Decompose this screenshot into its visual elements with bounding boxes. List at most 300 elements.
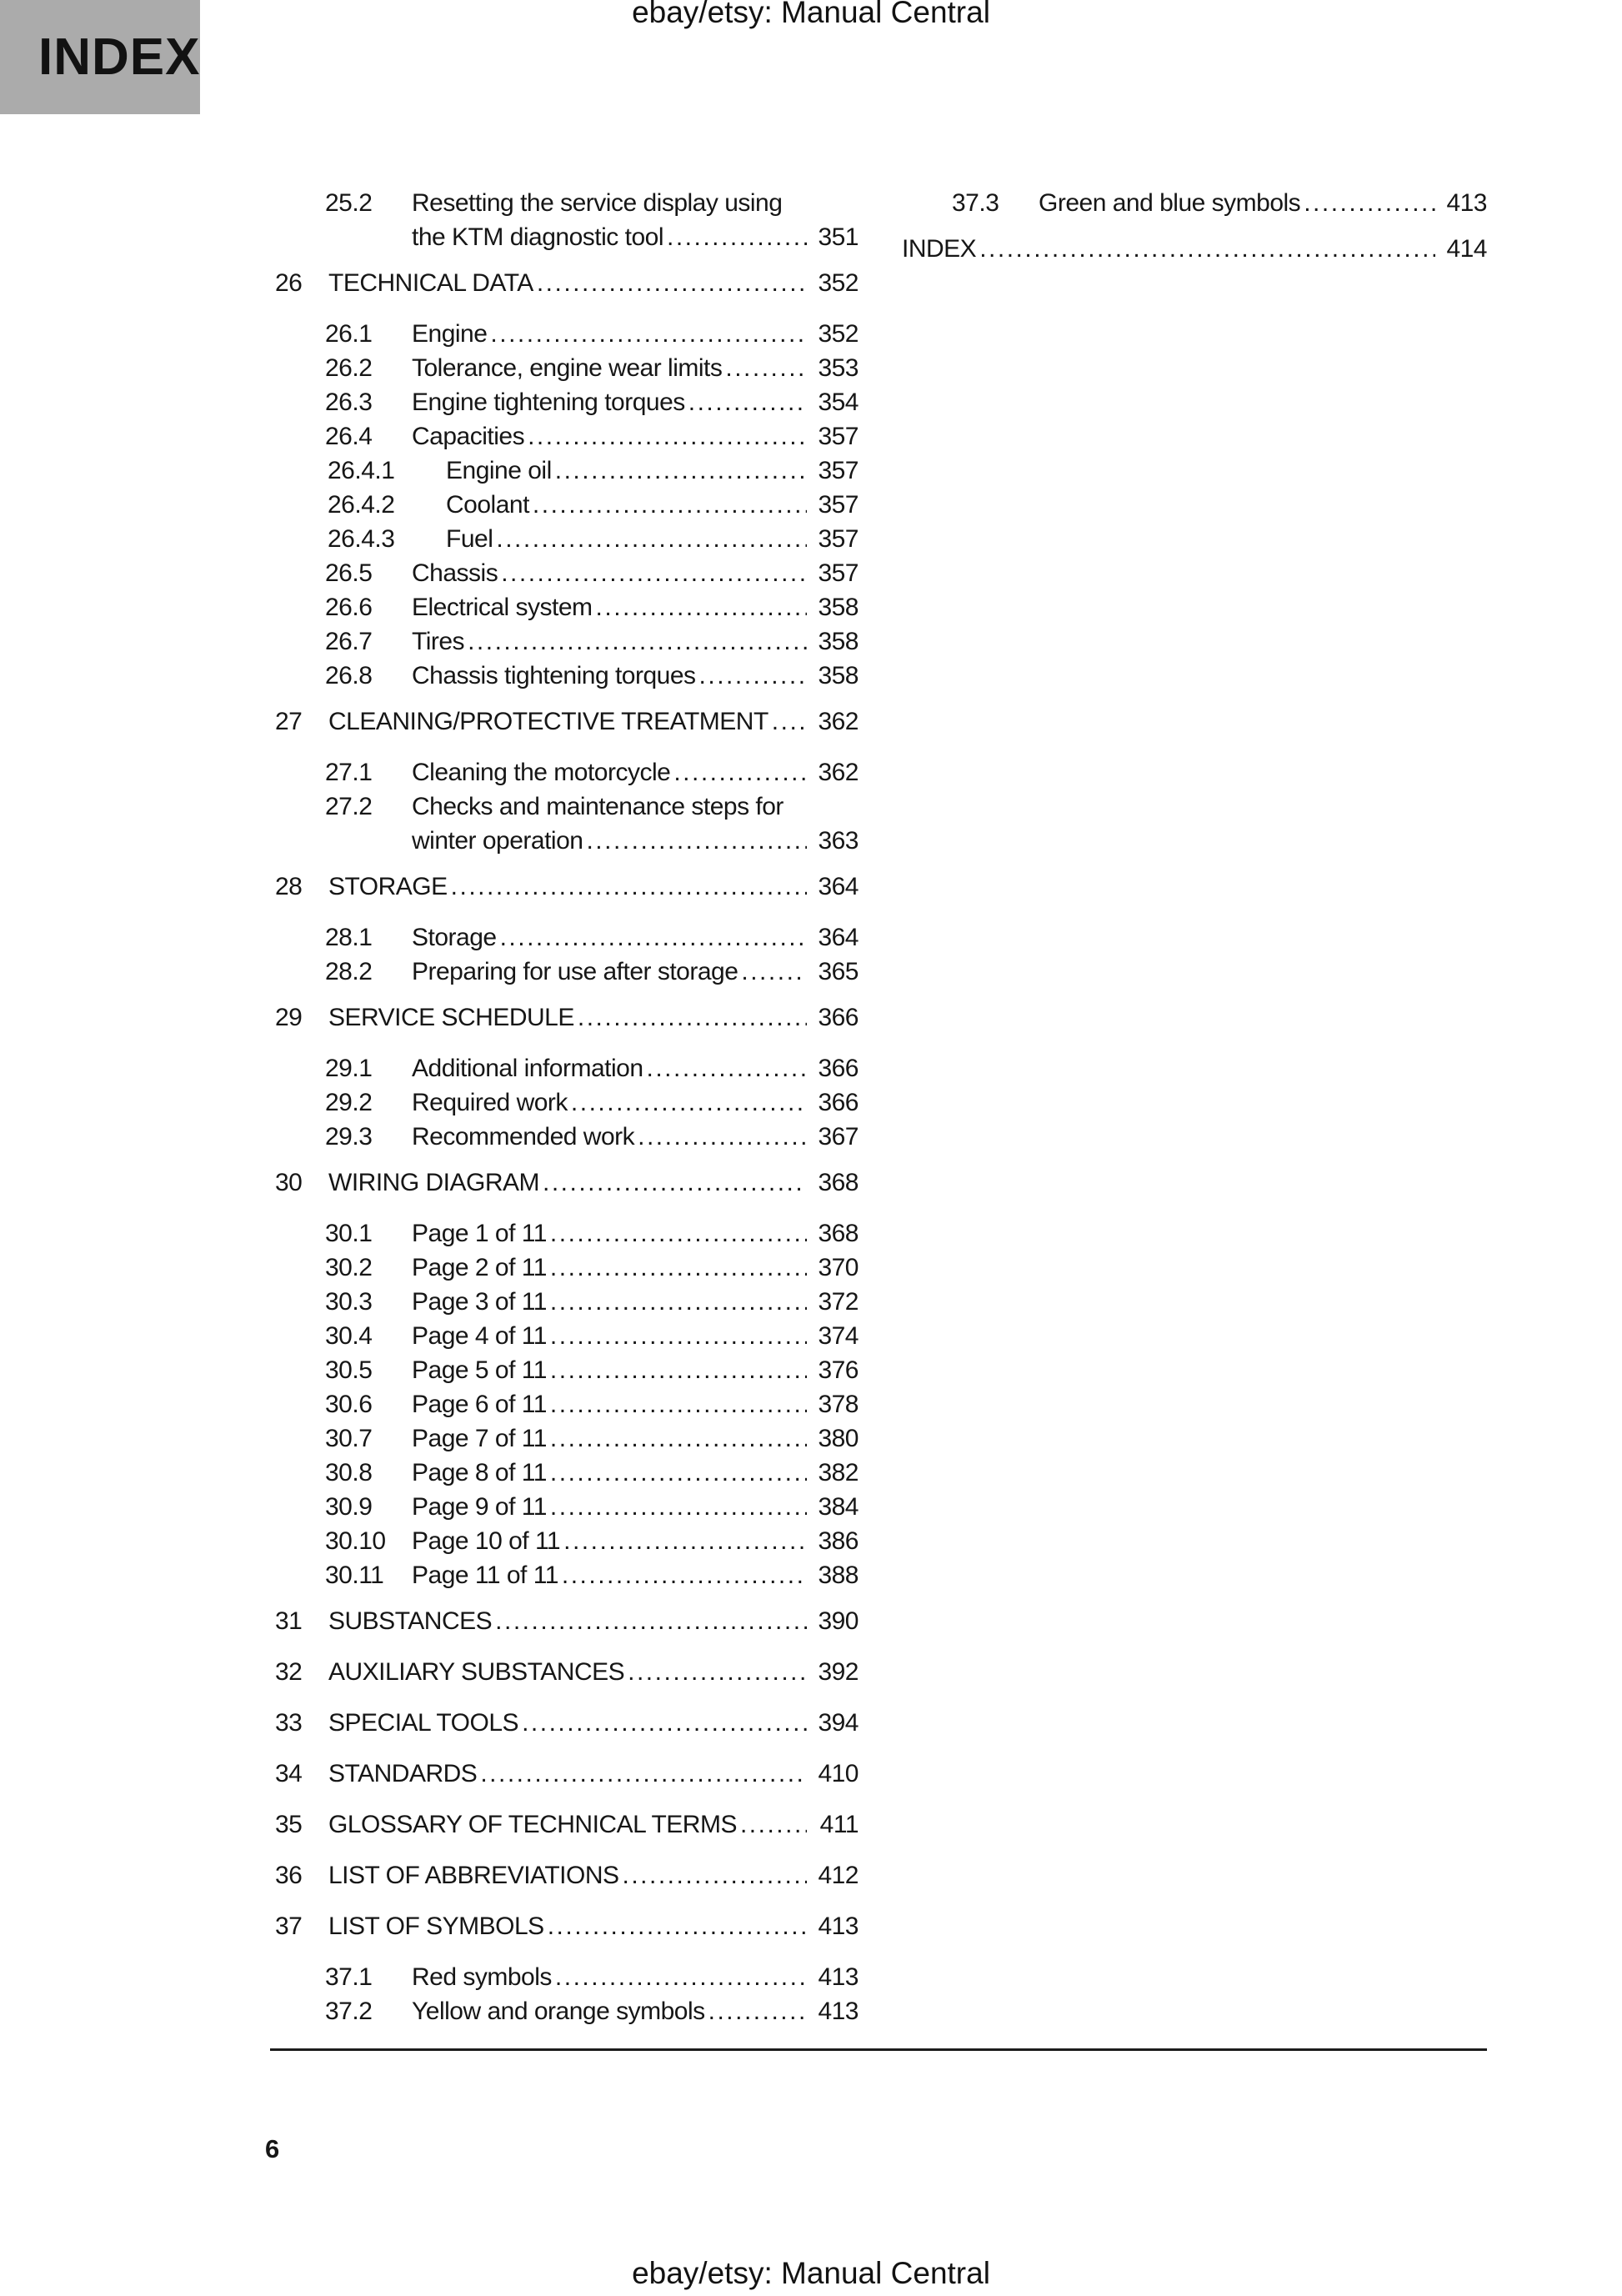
toc-entry-content xyxy=(412,1524,859,1558)
toc-entry-number: 35 xyxy=(275,1811,303,1838)
dot-leader xyxy=(578,1000,807,1035)
toc-entry-page: 351 xyxy=(818,223,859,251)
dot-leader xyxy=(708,1994,807,2028)
dot-leader xyxy=(533,488,807,522)
dot-leader xyxy=(550,1285,807,1319)
toc-entry-number: 29.3 xyxy=(325,1123,373,1151)
toc-entry xyxy=(275,1387,859,1421)
toc-entry-number: 26.3 xyxy=(325,389,373,416)
toc-entry-number: 30.4 xyxy=(325,1322,373,1350)
dot-leader xyxy=(550,1490,807,1524)
toc-entry-number: 27.2 xyxy=(325,793,373,820)
toc-entry-content xyxy=(412,385,859,419)
toc-entry-content xyxy=(902,232,1487,266)
toc-entry-lastline xyxy=(446,488,859,522)
toc-entry-page: 374 xyxy=(818,1322,859,1350)
toc-entry-content xyxy=(412,920,859,955)
toc-entry xyxy=(275,1456,859,1490)
dot-leader xyxy=(647,1051,807,1085)
toc-entry-content xyxy=(412,1120,859,1154)
toc-entry xyxy=(275,1285,859,1319)
toc-entry-title: Page 8 of 11 xyxy=(412,1459,547,1486)
toc-entry-lastline xyxy=(1039,186,1487,220)
toc-entry-title: Coolant xyxy=(446,491,529,519)
toc-entry-number: 26.4.1 xyxy=(328,457,395,484)
dot-leader xyxy=(543,1166,807,1200)
toc-entry-lastline xyxy=(902,232,1487,266)
toc-entry-title: Chassis tightening torques xyxy=(412,662,696,689)
toc-entry-title: SUBSTANCES xyxy=(328,1607,493,1635)
toc-entry xyxy=(275,556,859,590)
toc-entry-content xyxy=(412,755,859,790)
toc-entry-lastline xyxy=(328,266,859,300)
toc-entry-title: Additional information xyxy=(412,1055,643,1082)
toc-entry-number: 30.11 xyxy=(325,1562,384,1589)
toc-entry-number: 29.1 xyxy=(325,1055,373,1082)
dot-leader xyxy=(688,385,807,419)
toc-entry-content xyxy=(412,1387,859,1421)
toc-entry-lastline xyxy=(328,1000,859,1035)
toc-entry-number: 26.8 xyxy=(325,662,373,689)
toc-entry-page: 394 xyxy=(818,1709,859,1737)
toc-entry xyxy=(275,704,859,739)
toc-entry xyxy=(275,659,859,693)
toc-entry-page: 413 xyxy=(818,1963,859,1991)
toc-entry-page: 357 xyxy=(818,525,859,553)
toc-entry-page: 352 xyxy=(818,269,859,297)
toc-entry-page: 412 xyxy=(818,1862,859,1889)
toc-entry-lastline xyxy=(328,870,859,904)
toc-entry-page: 372 xyxy=(818,1288,859,1316)
toc-entry-page: 390 xyxy=(818,1607,859,1635)
toc-entry-page: 384 xyxy=(818,1493,859,1521)
toc-entry-lastline xyxy=(412,1387,859,1421)
toc-entry-page: 410 xyxy=(818,1760,859,1787)
toc-entry-lastline xyxy=(328,1858,859,1892)
toc-entry-content xyxy=(412,1051,859,1085)
toc-entry xyxy=(275,266,859,300)
toc-entry-lastline xyxy=(412,1051,859,1085)
toc-entry-number: 29 xyxy=(275,1004,303,1031)
toc-entry-page: 358 xyxy=(818,594,859,621)
toc-entry-title: Tires xyxy=(412,628,465,655)
dot-leader xyxy=(550,1353,807,1387)
toc-entry-title: Page 10 of 11 xyxy=(412,1527,561,1555)
dot-leader xyxy=(772,704,807,739)
dot-leader xyxy=(586,824,807,858)
toc-entry-number: 25.2 xyxy=(325,189,373,217)
dot-leader xyxy=(496,522,807,556)
dot-leader xyxy=(1304,186,1435,220)
toc-entry-title: Green and blue symbols xyxy=(1039,189,1301,217)
toc-entry-title-line1: Resetting the service display using xyxy=(412,189,783,217)
toc-entry-lastline xyxy=(328,1807,859,1842)
toc-entry-page: 362 xyxy=(818,759,859,786)
toc-entry-number: 30 xyxy=(275,1169,303,1196)
toc-entry-title: TECHNICAL DATA xyxy=(328,269,533,297)
toc-entry xyxy=(275,1166,859,1200)
toc-entry-page: 411 xyxy=(819,1811,859,1838)
toc-entry-title: Chassis xyxy=(412,559,498,587)
toc-entry xyxy=(902,232,1487,266)
toc-entry-page: 378 xyxy=(818,1391,859,1418)
toc-entry-number: 36 xyxy=(275,1862,303,1889)
toc-entry-number: 28 xyxy=(275,873,303,900)
toc-entry-content xyxy=(412,1994,859,2028)
toc-entry xyxy=(275,454,859,488)
toc-entry-content xyxy=(412,1216,859,1251)
toc-entry-page: 364 xyxy=(818,873,859,900)
toc-entry-lastline xyxy=(412,1319,859,1353)
toc-entry xyxy=(275,419,859,454)
toc-entry xyxy=(275,955,859,989)
toc-entry-page: 365 xyxy=(818,958,859,985)
toc-entry-title: Preparing for use after storage xyxy=(412,958,738,985)
toc-entry-number: 29.2 xyxy=(325,1089,373,1116)
toc-entry-content xyxy=(412,790,859,858)
toc-entry-lastline xyxy=(412,1524,859,1558)
toc-entry-lastline xyxy=(412,1353,859,1387)
toc-left-column xyxy=(275,186,859,2028)
toc-entry xyxy=(275,351,859,385)
dot-leader xyxy=(740,1807,807,1842)
toc-entry-content xyxy=(412,186,859,254)
toc-entry-page: 352 xyxy=(818,320,859,348)
toc-entry-lastline xyxy=(412,1456,859,1490)
toc-entry xyxy=(275,624,859,659)
toc-entry-page: 386 xyxy=(818,1527,859,1555)
toc-entry xyxy=(275,1807,859,1842)
toc-entry xyxy=(275,1353,859,1387)
toc-entry-content xyxy=(328,1858,859,1892)
dot-leader xyxy=(550,1216,807,1251)
dot-leader xyxy=(623,1858,808,1892)
toc-entry xyxy=(275,755,859,790)
toc-entry-title: Engine tightening torques xyxy=(412,389,685,416)
toc-entry-page: 362 xyxy=(818,708,859,735)
toc-entry-number: 30.3 xyxy=(325,1288,373,1316)
dot-leader xyxy=(699,659,807,693)
toc-entry-lastline xyxy=(412,1994,859,2028)
toc-entry-lastline xyxy=(412,590,859,624)
toc-entry xyxy=(275,1051,859,1085)
toc-entry-title: Required work xyxy=(412,1089,568,1116)
toc-entry-page: 363 xyxy=(818,827,859,855)
toc-entry-page: 358 xyxy=(818,662,859,689)
toc-entry xyxy=(275,1604,859,1638)
toc-entry-lastline xyxy=(412,1120,859,1154)
toc-entry-content xyxy=(446,522,859,556)
toc-entry-lastline xyxy=(412,1285,859,1319)
dot-leader xyxy=(979,232,1435,266)
toc-entry xyxy=(275,1216,859,1251)
toc-entry-lastline xyxy=(412,755,859,790)
toc-entry-content xyxy=(328,1000,859,1035)
toc-entry-lastline xyxy=(412,955,859,989)
toc-entry-content xyxy=(412,1251,859,1285)
toc-entry-page: 370 xyxy=(818,1254,859,1281)
toc-entry-content xyxy=(412,419,859,454)
toc-entry xyxy=(275,1000,859,1035)
dot-leader xyxy=(495,1604,807,1638)
dot-leader xyxy=(451,870,807,904)
toc-entry-title: the KTM diagnostic tool xyxy=(412,223,663,251)
toc-entry-lastline xyxy=(412,1490,859,1524)
toc-entry-content xyxy=(446,488,859,522)
toc-entry xyxy=(275,488,859,522)
toc-entry xyxy=(275,1858,859,1892)
toc-entry-lastline xyxy=(328,704,859,739)
toc-entry-content xyxy=(412,1456,859,1490)
toc-entry-title-line1: Checks and maintenance steps for xyxy=(412,793,783,820)
toc-entry-number: 26.4.2 xyxy=(328,491,395,519)
toc-entry-lastline xyxy=(412,1251,859,1285)
toc-entry-number: 26.6 xyxy=(325,594,373,621)
toc-entry-title: Yellow and orange symbols xyxy=(412,1998,705,2025)
toc-entry-title: Page 11 of 11 xyxy=(412,1562,558,1589)
toc-entry-number: 37 xyxy=(275,1912,303,1940)
toc-entry-content xyxy=(412,1285,859,1319)
toc-entry-title: SERVICE SCHEDULE xyxy=(328,1004,574,1031)
toc-entry-lastline xyxy=(446,522,859,556)
toc-entry-number: 30.9 xyxy=(325,1493,373,1521)
dot-leader xyxy=(741,955,807,989)
dot-leader xyxy=(555,454,807,488)
toc-entry-number: 26.2 xyxy=(325,354,373,382)
toc-entry-page: 357 xyxy=(818,457,859,484)
footer-watermark: ebay/etsy: Manual Central xyxy=(632,2256,990,2290)
toc-entry-page: 414 xyxy=(1446,235,1487,263)
toc-entry-title: LIST OF ABBREVIATIONS xyxy=(328,1862,619,1889)
toc-entry-number: 33 xyxy=(275,1709,303,1737)
toc-entry-lastline xyxy=(328,1166,859,1200)
toc-entry-content xyxy=(328,1604,859,1638)
toc-entry-content xyxy=(412,1490,859,1524)
toc-entry-lastline xyxy=(412,317,859,351)
toc-entry-content xyxy=(446,454,859,488)
toc-entry-content xyxy=(328,266,859,300)
toc-entry-title: winter operation xyxy=(412,827,583,855)
toc-entry-title: WIRING DIAGRAM xyxy=(328,1169,539,1196)
toc-entry-title: Capacities xyxy=(412,423,525,450)
toc-entry-page: 357 xyxy=(818,423,859,450)
toc-entry-title: Page 6 of 11 xyxy=(412,1391,547,1418)
toc-entry-title: Engine xyxy=(412,320,488,348)
toc-entry-lastline xyxy=(412,220,859,254)
toc-entry xyxy=(275,1524,859,1558)
toc-entry-title: Red symbols xyxy=(412,1963,552,1991)
dot-leader xyxy=(725,351,807,385)
toc-entry-title: Page 2 of 11 xyxy=(412,1254,547,1281)
toc-entry xyxy=(275,1994,859,2028)
toc-entry-page: 358 xyxy=(818,628,859,655)
toc-entry xyxy=(275,1251,859,1285)
toc-entry xyxy=(275,1490,859,1524)
toc-entry-title: Page 4 of 11 xyxy=(412,1322,547,1350)
dot-leader xyxy=(550,1421,807,1456)
dot-leader xyxy=(468,624,807,659)
toc-entry-title: Page 3 of 11 xyxy=(412,1288,547,1316)
toc-entry xyxy=(275,317,859,351)
toc-entry-page: 366 xyxy=(818,1089,859,1116)
toc-entry-page: 366 xyxy=(818,1055,859,1082)
toc-entry-page: 376 xyxy=(818,1356,859,1384)
toc-entry xyxy=(275,870,859,904)
toc-entry-page: 413 xyxy=(818,1912,859,1940)
dot-leader xyxy=(550,1251,807,1285)
toc-entry-lastline xyxy=(328,1655,859,1689)
footer-rule xyxy=(270,2048,1487,2051)
toc-entry-content xyxy=(412,317,859,351)
toc-entry-number: 30.2 xyxy=(325,1254,373,1281)
toc-entry-number: 26 xyxy=(275,269,303,297)
toc-entry-title: Fuel xyxy=(446,525,493,553)
toc-entry-page: 364 xyxy=(818,924,859,951)
toc-entry-page: 413 xyxy=(818,1998,859,2025)
toc-entry-lastline xyxy=(412,624,859,659)
toc-entry xyxy=(902,186,1487,220)
toc-entry-content xyxy=(328,1706,859,1740)
toc-entry-number: 30.8 xyxy=(325,1459,373,1486)
toc-entry-content xyxy=(328,1757,859,1791)
toc-entry-number: 30.1 xyxy=(325,1220,373,1247)
toc-entry-lastline xyxy=(412,659,859,693)
toc-entry-lastline xyxy=(412,1216,859,1251)
toc-entry xyxy=(275,1319,859,1353)
toc-entry-content xyxy=(412,659,859,693)
dot-leader xyxy=(555,1960,807,1994)
toc-entry-lastline xyxy=(412,1421,859,1456)
toc-entry-title: Page 9 of 11 xyxy=(412,1493,547,1521)
header-watermark: ebay/etsy: Manual Central xyxy=(632,0,990,29)
toc-entry-page: 368 xyxy=(818,1169,859,1196)
toc-entry-title: CLEANING/PROTECTIVE TREATMENT xyxy=(328,708,768,735)
dot-leader xyxy=(562,1558,807,1592)
toc-entry-number: 37.3 xyxy=(952,189,999,217)
toc-entry xyxy=(275,790,859,858)
toc-entry-number: 30.10 xyxy=(325,1527,386,1555)
toc-entry-lastline xyxy=(412,351,859,385)
toc-entry-page: 367 xyxy=(818,1123,859,1151)
toc-entry xyxy=(275,385,859,419)
toc-entry-title: STORAGE xyxy=(328,873,448,900)
toc-entry xyxy=(275,522,859,556)
dot-leader xyxy=(667,220,807,254)
toc-entry-lastline xyxy=(412,920,859,955)
toc-entry-number: 28.1 xyxy=(325,924,373,951)
toc-entry-number: 31 xyxy=(275,1607,303,1635)
toc-entry-title: GLOSSARY OF TECHNICAL TERMS xyxy=(328,1811,737,1838)
toc-entry-title: Electrical system xyxy=(412,594,593,621)
toc-entry-number: 37.2 xyxy=(325,1998,373,2025)
toc-entry-content xyxy=(328,1909,859,1943)
dot-leader xyxy=(500,920,807,955)
toc-entry xyxy=(275,1421,859,1456)
toc-entry-lastline xyxy=(328,1604,859,1638)
toc-entry-title: Page 1 of 11 xyxy=(412,1220,547,1247)
toc-entry xyxy=(275,1706,859,1740)
toc-entry-number: 26.4.3 xyxy=(328,525,395,553)
toc-entry-content xyxy=(412,1421,859,1456)
toc-entry-number: 26.5 xyxy=(325,559,373,587)
toc-entry-number: 26.7 xyxy=(325,628,373,655)
toc-entry-page: 368 xyxy=(818,1220,859,1247)
toc-entry-number: 28.2 xyxy=(325,958,373,985)
dot-leader xyxy=(550,1319,807,1353)
toc-entry-content xyxy=(412,624,859,659)
toc-entry-number: 32 xyxy=(275,1658,303,1686)
toc-entry xyxy=(275,1960,859,1994)
dot-leader xyxy=(596,590,807,624)
toc-entry-title: Recommended work xyxy=(412,1123,635,1151)
dot-leader xyxy=(563,1524,807,1558)
toc-entry-content xyxy=(412,1353,859,1387)
dot-leader xyxy=(528,419,807,454)
toc-entry-lastline xyxy=(412,419,859,454)
toc-entry-content xyxy=(328,870,859,904)
toc-entry-lastline xyxy=(446,454,859,488)
index-tab-label: INDEX xyxy=(38,28,201,86)
toc-entry-number: 27.1 xyxy=(325,759,373,786)
toc-entry-page: 388 xyxy=(818,1562,859,1589)
dot-leader xyxy=(550,1387,807,1421)
toc-entry-number: 30.5 xyxy=(325,1356,373,1384)
toc-entry xyxy=(275,1558,859,1592)
dot-leader xyxy=(480,1757,807,1791)
toc-entry-lastline xyxy=(412,385,859,419)
toc-entry-title: Page 5 of 11 xyxy=(412,1356,547,1384)
dot-leader xyxy=(501,556,807,590)
toc-entry-page: 353 xyxy=(818,354,859,382)
dot-leader xyxy=(571,1085,807,1120)
toc-entry-lastline xyxy=(412,1085,859,1120)
toc-entry-title: Cleaning the motorcycle xyxy=(412,759,671,786)
toc-entry-title: INDEX xyxy=(902,235,977,263)
toc-entry-number: 30.6 xyxy=(325,1391,373,1418)
toc-entry-page: 366 xyxy=(818,1004,859,1031)
toc-entry xyxy=(275,1909,859,1943)
toc-entry-lastline xyxy=(412,1960,859,1994)
dot-leader xyxy=(537,266,807,300)
toc-entry-title: Tolerance, engine wear limits xyxy=(412,354,723,382)
toc-entry xyxy=(275,1085,859,1120)
toc-entry-number: 37.1 xyxy=(325,1963,373,1991)
page-number: 6 xyxy=(265,2134,280,2163)
toc-entry-content xyxy=(412,1319,859,1353)
dot-leader xyxy=(522,1706,807,1740)
dot-leader xyxy=(490,317,807,351)
toc-entry-lastline xyxy=(412,1558,859,1592)
toc-entry-content xyxy=(412,1960,859,1994)
toc-entry-content xyxy=(328,1807,859,1842)
toc-entry-content xyxy=(412,955,859,989)
toc-entry xyxy=(275,1120,859,1154)
toc-entry-content xyxy=(412,1085,859,1120)
toc-entry-content xyxy=(412,556,859,590)
toc-entry xyxy=(275,186,859,254)
toc-entry-lastline xyxy=(412,824,859,858)
toc-entry xyxy=(275,920,859,955)
toc-entry-lastline xyxy=(328,1757,859,1791)
toc-entry-lastline xyxy=(328,1706,859,1740)
toc-entry-content xyxy=(328,704,859,739)
toc-entry-title: LIST OF SYMBOLS xyxy=(328,1912,544,1940)
toc-entry xyxy=(275,590,859,624)
toc-entry-page: 380 xyxy=(818,1425,859,1452)
toc-entry-number: 34 xyxy=(275,1760,303,1787)
toc-entry-title: STANDARDS xyxy=(328,1760,478,1787)
toc-entry-page: 354 xyxy=(818,389,859,416)
